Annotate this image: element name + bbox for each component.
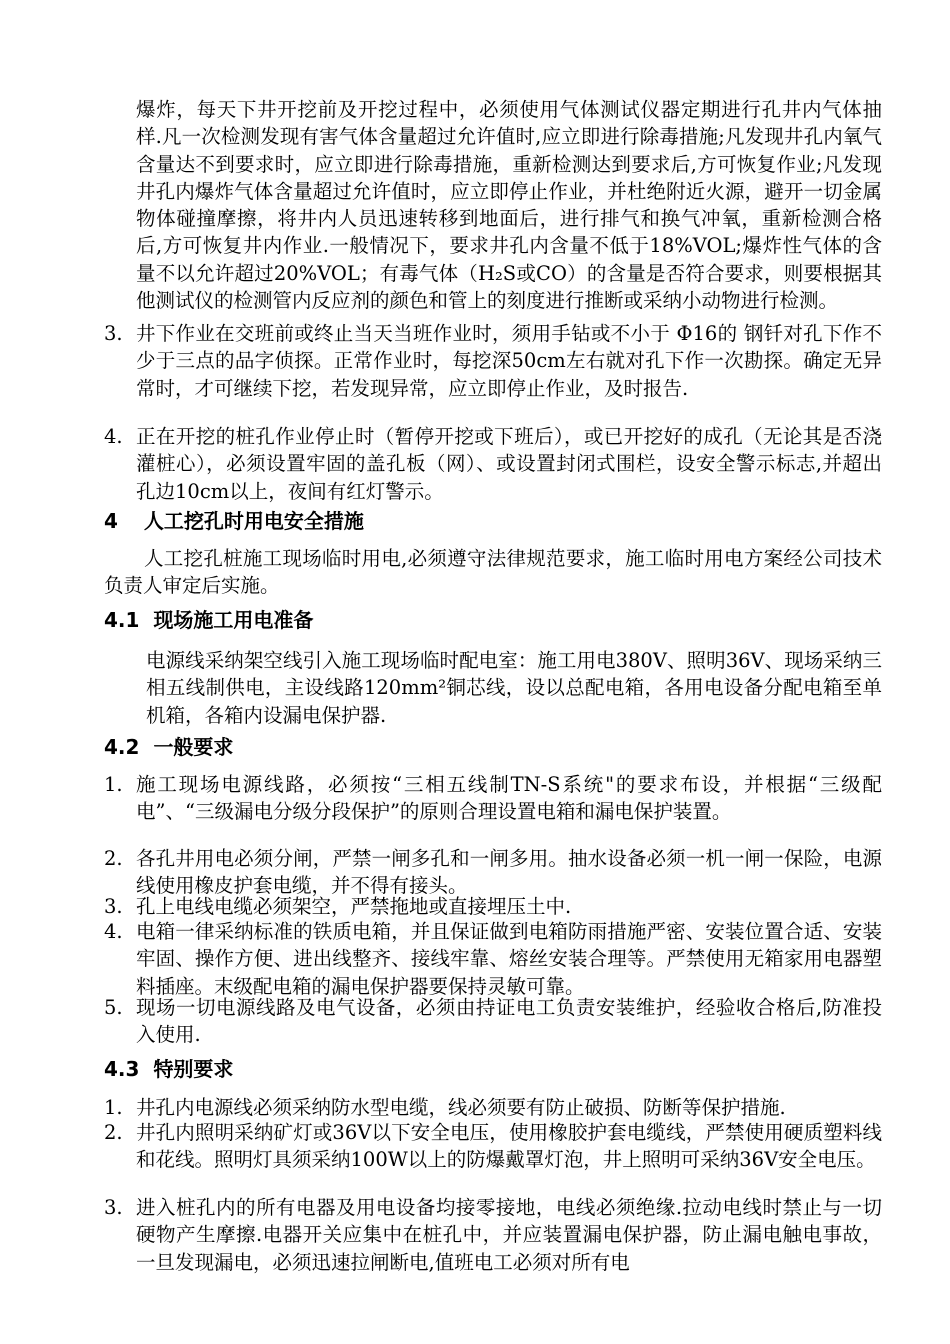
list-item-number: 1. [104, 1096, 123, 1119]
subsection-heading [104, 1055, 233, 1083]
section-heading [104, 507, 364, 535]
list-item [104, 918, 882, 1000]
section-title: 人工挖孔时用电安全措施 [143, 509, 364, 533]
subsection-number: 4.2 [104, 735, 140, 759]
list-item [104, 423, 882, 505]
list-item-text: 孔上电线电缆必须架空，严禁拖地或直接埋压土中. [136, 895, 572, 918]
list-item [104, 771, 882, 826]
list-item-number: 5. [104, 996, 123, 1019]
list-item-text: 井孔内照明采纳矿灯或36V以下安全电压，使用橡胶护套电缆线，严禁使用硬质塑料线和花线。照明灯具须采纳100W以上的防爆戴罩灯泡，井上照明可采纳36V安全电压。 [136, 1121, 882, 1172]
list-item [104, 1119, 882, 1174]
list-item-text: 现场一切电源线路及电气设备，必须由持证电工负责安装维护，经验收合格后,防准投入使用. [136, 996, 882, 1047]
subsection-heading [104, 606, 313, 634]
subsection-number: 4.3 [104, 1057, 140, 1081]
list-item-text: 施工现场电源线路，必须按“三相五线制TN-S系统"的要求布设，并根据“三级配电”、“三级漏电分级分段保护”的原则合理设置电箱和漏电保护装置。 [136, 773, 882, 824]
list-item [104, 320, 882, 402]
intro-paragraph: 爆炸，每天下井开挖前及开挖过程中，必须使用气体测试仪器定期进行孔井内气体抽样.凡一次检测发现有害气体含量超过允许值时,应立即进行除毒措施;凡发现井孔内氧气含量达不到要求时，应立即进行除毒措施，重新检测达到要求后,方可恢复作业;凡发现井孔内爆炸气体含量超过允许值时，应立即停止作业，并杜绝附近火源，避开一切金属物体碰撞摩擦，将井内人员迅速转移到地面后，进行排气和换气冲氧，重新检测合格后,方可恢复井内作业.一般情况下，要求井孔内含量不低于18%VOL;爆炸性气体的含量不以允许超过20%VOL；有毒气体（H₂S或CO）的含量是否符合要求，则要根据其他测试仪的检测管内反应剂的颜色和管上的刻度进行推断或采纳小动物进行检测。 [136, 98, 882, 313]
list-item-number: 1. [104, 773, 123, 796]
list-item [104, 1194, 882, 1276]
list-item-text: 各孔井用电必须分闸，严禁一闸多孔和一闸多用。抽水设备必须一机一闸一保险，电源线使用橡皮护套电缆，并不得有接头。 [136, 847, 882, 898]
list-item-text: 井孔内电源线必须采纳防水型电缆，线必须要有防止破损、防断等保护措施. [136, 1096, 786, 1119]
list-item-text: 进入桩孔内的所有电器及用电设备均接零接地，电线必须绝缘.拉动电线时禁止与一切硬物产生摩擦.电器开关应集中在桩孔中，并应装置漏电保护器，防止漏电触电事故，一旦发现漏电，必须迅速拉闸断电,值班电工必须对所有电 [136, 1196, 882, 1274]
subsection-paragraph: 电源线采纳架空线引入施工现场临时配电室：施工用电380V、照明36V、现场采纳三相五线制供电，主设线路120mm²铜芯线，设以总配电箱，各用电设备分配电箱至单机箱，各箱内设漏电保护器. [146, 649, 882, 727]
subsection-title: 现场施工用电准备 [153, 608, 314, 632]
list-item-text: 井下作业在交班前或终止当天当班作业时，须用手钻或不小于 Φ16的 钢钎对孔下作不少于三点的品字侦探。正常作业时，每挖深50cm左右就对孔下作一次勘探。确定无异常时，才可继续下挖，若发现异常，应立即停止作业，及时报告. [136, 322, 882, 400]
list-item [104, 994, 882, 1049]
list-item-text: 电箱一律采纳标准的铁质电箱，并且保证做到电箱防雨措施严密、安装位置合适、安装牢固、操作方便、进出线整齐、接线牢靠、熔丝安装合理等。严禁使用无箱家用电器塑料插座。末级配电箱的漏电保护器要保持灵敏可靠。 [136, 920, 882, 998]
list-item-number: 4. [104, 425, 123, 448]
subsection-title: 一般要求 [153, 735, 234, 759]
section-number: 4 [104, 509, 118, 533]
subsection-heading [104, 733, 233, 761]
list-item-number: 3. [104, 322, 123, 345]
list-item-number: 4. [104, 920, 123, 943]
subsection-number: 4.1 [104, 608, 140, 632]
list-item-number: 3. [104, 1196, 123, 1219]
list-item-number: 3. [104, 895, 123, 918]
list-item-number: 2. [104, 847, 123, 870]
list-item [104, 893, 882, 920]
list-item [104, 1094, 882, 1121]
list-item-text: 正在开挖的桩孔作业停止时（暂停开挖或下班后），或已开挖好的成孔（无论其是否浇灌桩心），必须设置牢固的盖孔板（网）、或设置封闭式围栏，设安全警示标志,并超出孔边10cm以上，夜间有红灯警示。 [136, 425, 882, 503]
section-paragraph: 人工挖孔桩施工现场临时用电,必须遵守法律规范要求，施工临时用电方案经公司技术负责人审定后实施。 [104, 547, 882, 598]
subsection-title: 特别要求 [153, 1057, 234, 1081]
list-item [104, 845, 882, 900]
list-item-number: 2. [104, 1121, 123, 1144]
